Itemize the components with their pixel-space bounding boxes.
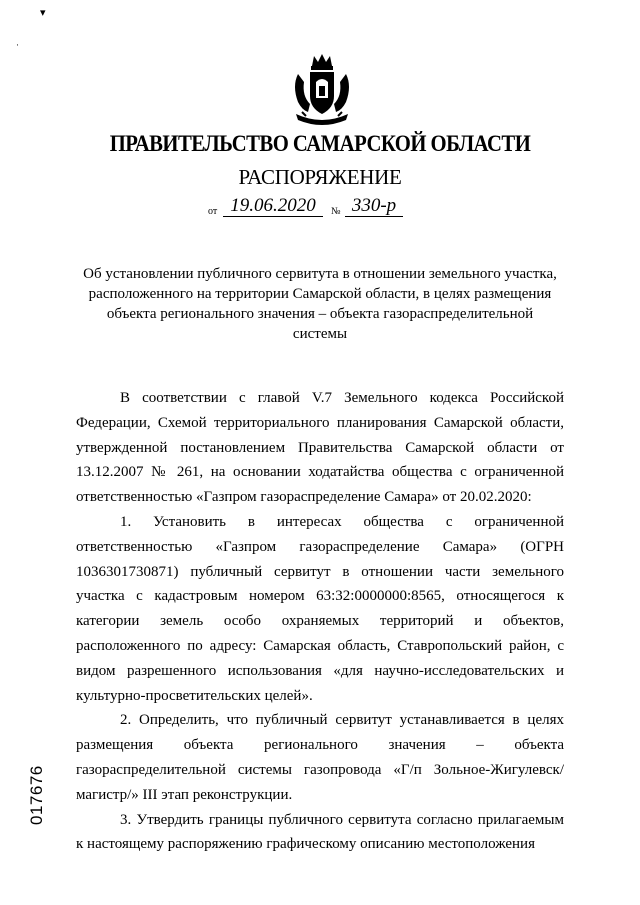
- date-prefix: от: [208, 206, 218, 217]
- number-prefix: №: [331, 206, 341, 217]
- government-title: ПРАВИТЕЛЬСТВО САМАРСКОЙ ОБЛАСТИ: [109, 131, 531, 156]
- body-paragraph: 3. Утвердить границы публичного сервитута согласно прилагаемым к настоящему распоряжению графическому описанию местоположения: [76, 811, 564, 853]
- document-body: [76, 386, 564, 857]
- body-paragraph: 2. Определить, что публичный сервитут устанавливается в целях размещения объекта регионального значения – объекта газораспределительной системы газопровода «Г/п Зольное-Жигулевск/магистр/» III этап реконструкции.: [76, 712, 564, 803]
- subject-line: Об установлении публичного сервитута в отношении земельного участка,: [83, 266, 557, 282]
- document-subject: [60, 264, 580, 344]
- body-paragraph: 1. Установить в интересах общества с ограниченной ответственностью «Газпром газораспределение Самара» (ОГРН 1036301730871) публичный сервитут в отношении части земельного участка с кадастровым номером 63:32:0000000:8565, относящегося к категории земель особо охраняемых территорий и объектов, расположенного по адресу: Самарская область, Ставропольский район, с видом разрешенного использования «для научно-исследовательских и культурно-просветительских целей».: [76, 513, 564, 704]
- document-type: РАСПОРЯЖЕНИЕ: [238, 165, 402, 189]
- samara-coat-of-arms-icon: [290, 52, 354, 128]
- subject-line: объекта регионального значения – объекта газораспределительной: [106, 306, 534, 322]
- subject-line: расположенного на территории Самарской области, в целях размещения: [88, 286, 552, 302]
- subject-line: системы: [292, 326, 348, 342]
- scan-mark: ·: [16, 40, 19, 50]
- date-value: 19.06.2020: [223, 196, 323, 217]
- scan-mark: ▾: [40, 7, 46, 19]
- margin-stamp-number: 017676: [27, 765, 46, 825]
- date-number-line: [208, 196, 448, 220]
- body-paragraph: В соответствии с главой V.7 Земельного кодекса Российской Федерации, Схемой территориального планирования Самарской области, утвержденной постановлением Правительства Самарской области от 13.12.2007 № 261, на основании ходатайства общества с ограниченной ответственностью «Газпром газораспределение Самара» от 20.02.2020:: [76, 390, 564, 506]
- number-value: 330-р: [345, 196, 403, 217]
